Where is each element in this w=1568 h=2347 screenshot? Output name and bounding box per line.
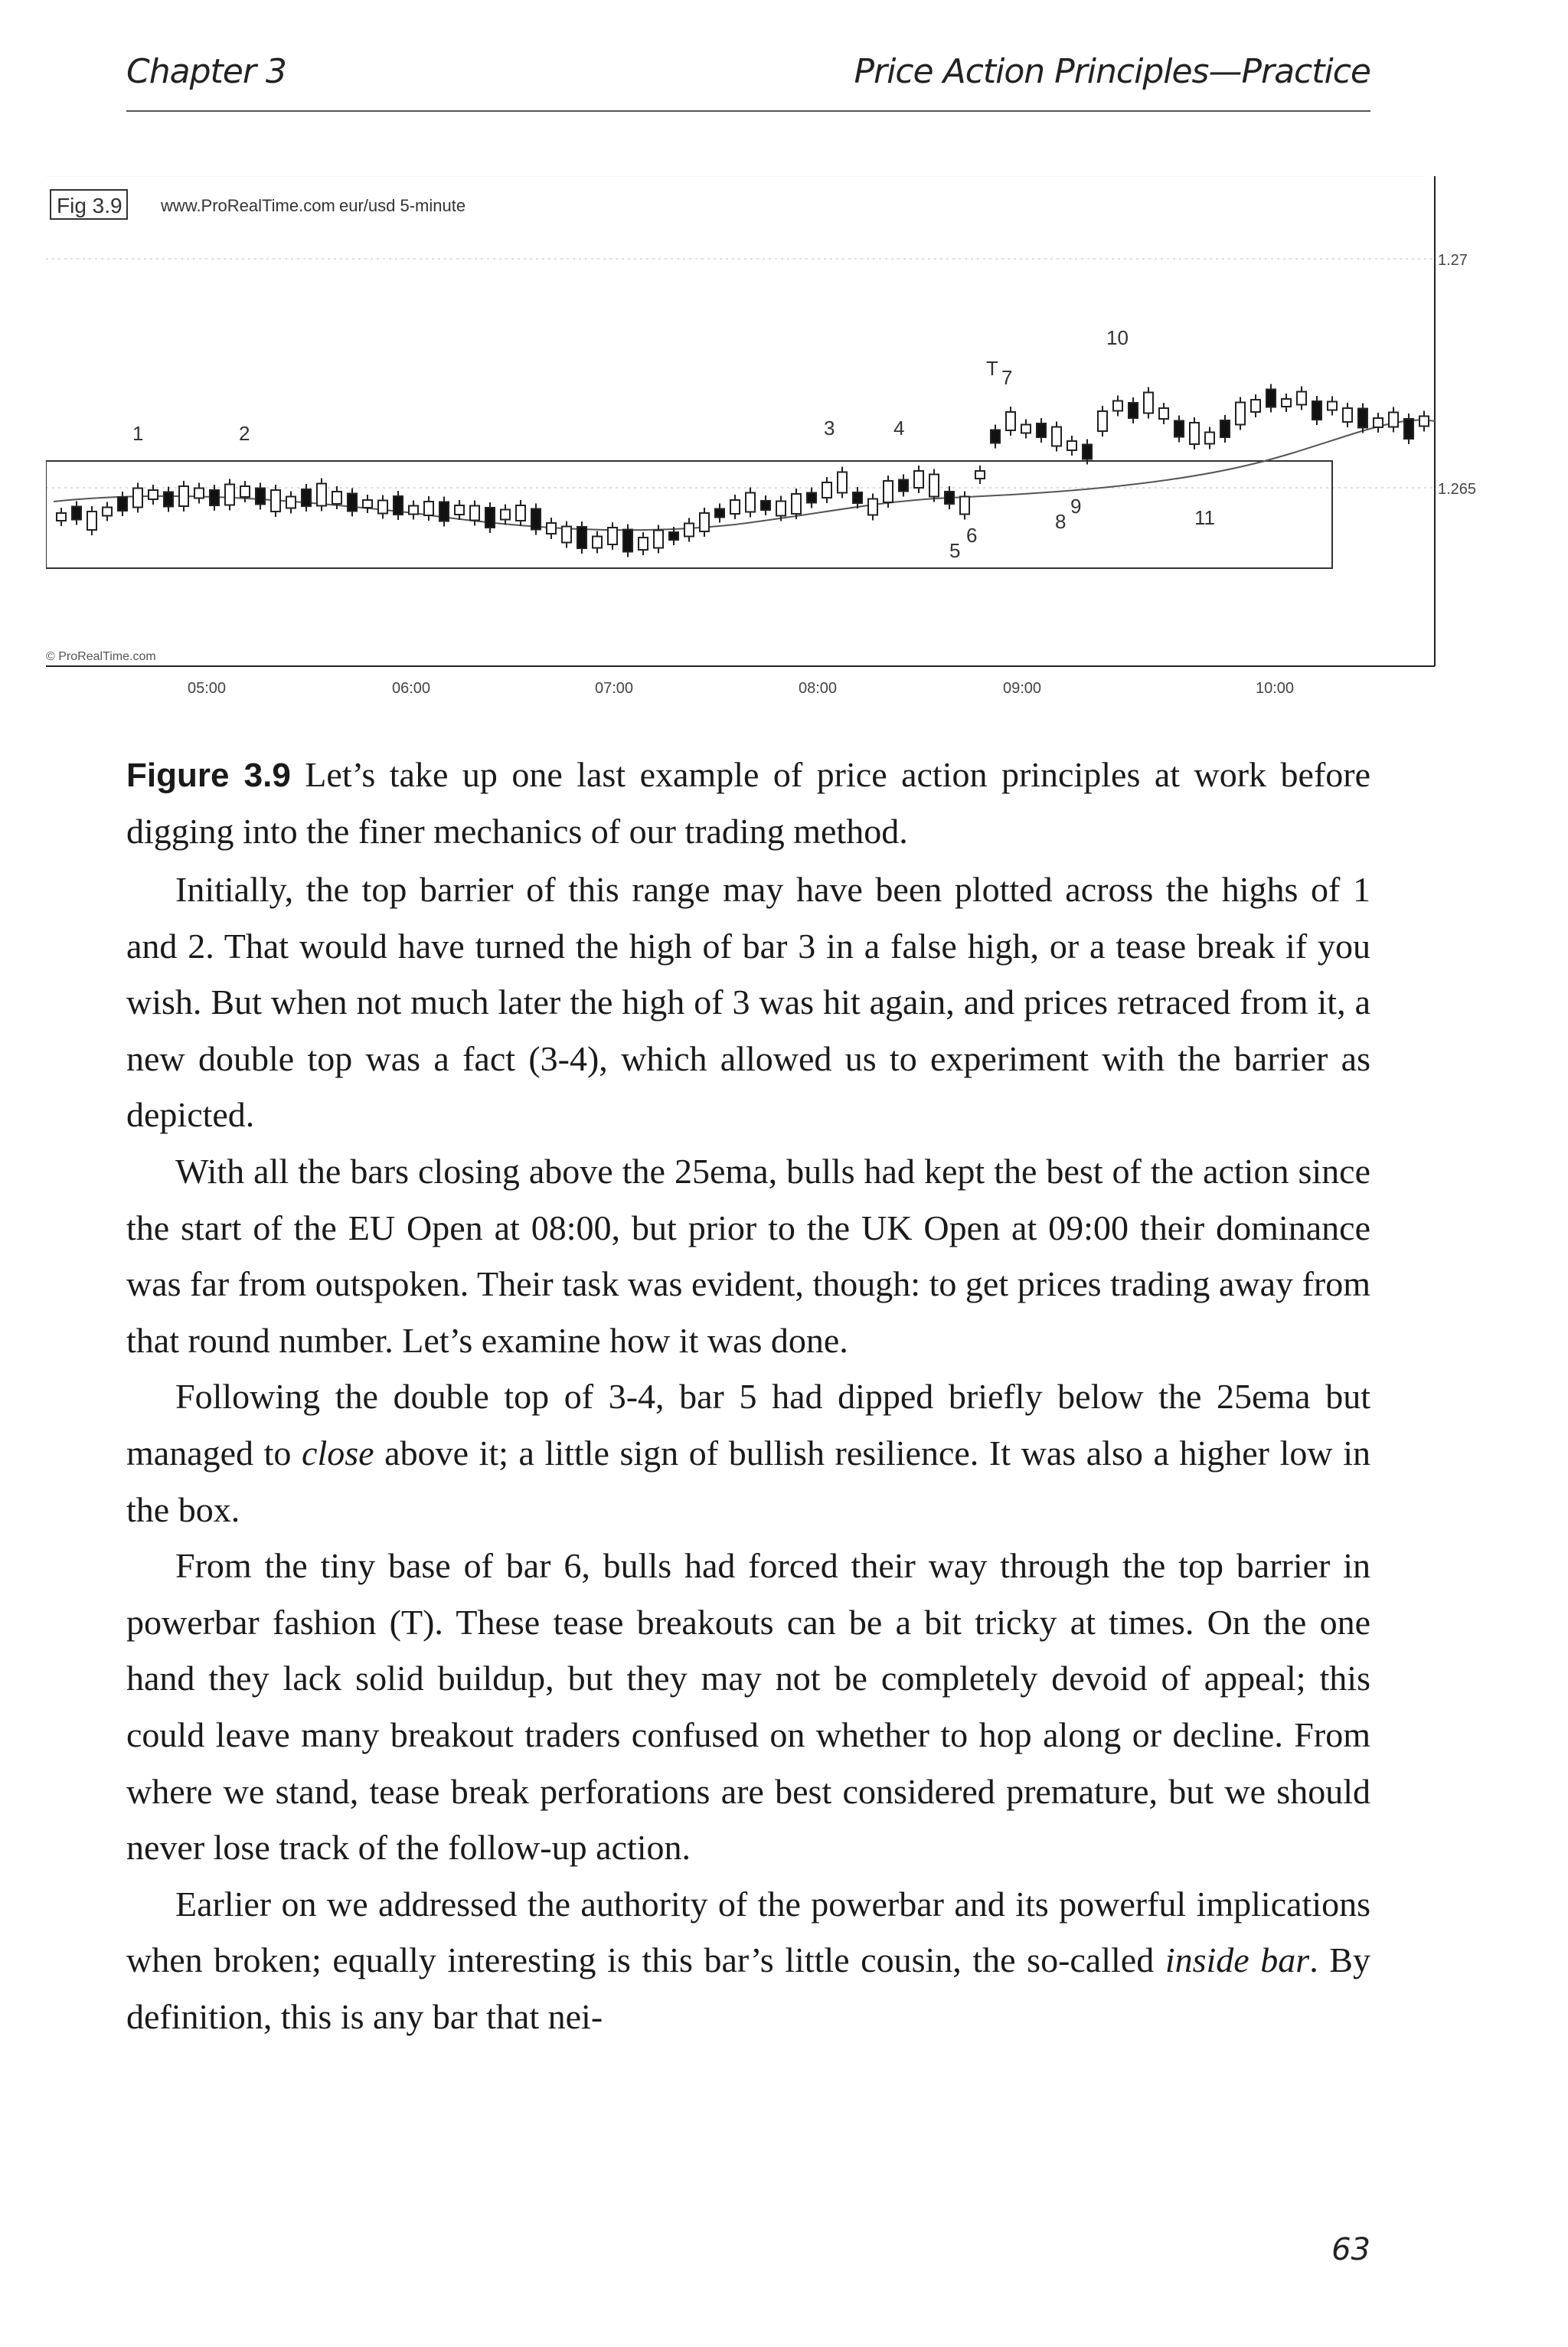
candle-bullish [271,490,280,512]
candle-bearish [348,494,357,512]
source-label: www.ProRealTime.com [161,196,335,215]
candle-bearish [256,489,265,505]
candle-bullish [684,524,694,537]
time-tick-0700: 07:00 [595,680,634,697]
time-tick-0800: 08:00 [799,680,838,697]
candle-bullish [1328,402,1337,410]
candle-bullish [929,475,939,497]
candle-bullish [225,485,234,505]
candle-bullish [409,506,418,515]
candle-bullish [1297,392,1306,405]
candle-bullish [194,489,204,498]
paragraph-2: With all the bars closing above the 25ema, bulls had kept the best of the action since the start of the EU Open at 08:00, but prior to the UK Open at 09:00 their dominance was far from outspoken. Their task was evident, though: to get prices trading away from that round number. Let’s examine how it was done. [126,1151,1370,1360]
running-head [126,49,1370,112]
marker-7: 7 [1001,366,1013,389]
candle-bearish [1404,419,1413,439]
candle-bearish [394,496,403,515]
paragraph-3 [126,1368,1370,1538]
instrument-label: eur/usd 5-minute [339,196,466,215]
candle-bearish [72,507,81,520]
candle-bearish [302,489,311,506]
candle-bullish [149,490,158,499]
candle-bullish [1374,418,1383,427]
paragraph-3-b: above it; a little sign of bullish resilience. It was also a higher low in the box. [126,1433,1370,1529]
candle-bullish [547,523,556,534]
candle-bullish [179,486,188,506]
marker-2: 2 [239,422,250,445]
candle-bullish [654,531,663,548]
candle-bullish [868,499,877,515]
time-tick-0500: 05:00 [188,680,227,697]
candlestick-chart [46,176,1501,727]
candle-bearish [899,480,908,492]
paragraph-3-a: Following the double top of 3-4, bar 5 had dipped briefly below the 25ema but managed to [126,1377,1370,1473]
candle-bullish [57,513,66,521]
marker-10: 10 [1106,326,1129,349]
candle-bullish [562,527,571,543]
candle-bullish [1190,423,1199,444]
time-tick-1000: 10:00 [1256,680,1295,697]
candle-bullish [822,482,831,498]
candle-bearish [485,508,495,528]
paragraph-3-em: close [302,1433,374,1473]
price-tick-1-27: 1.27 [1438,252,1468,269]
marker-4: 4 [893,417,905,440]
candle-bearish [1083,445,1092,459]
caption-label: Figure 3.9 [126,757,291,794]
figure-3-9-chart [46,176,1501,727]
candle-bullish [975,471,985,479]
candle-bearish [1358,409,1367,428]
candle-bullish [1159,408,1168,419]
candle-bullish [700,513,709,531]
marker-8: 8 [1055,510,1067,533]
marker-1: 1 [132,422,144,445]
candle-bullish [838,472,847,493]
marker-9: 9 [1070,495,1082,518]
candle-bearish [439,502,449,521]
candle-bullish [608,528,617,544]
candle-bullish [363,500,372,508]
body-text [126,861,1370,2045]
candle-bearish [1174,421,1184,437]
candle-bullish [730,500,740,514]
candle-bullish [103,508,112,516]
watermark: © ProRealTime.com [46,650,156,663]
candle-bullish [1205,433,1214,444]
candle-bearish [1037,423,1046,437]
candle-bearish [1129,403,1138,418]
candle-bullish [1419,417,1429,427]
marker-3: 3 [824,417,835,440]
fig-label: Fig 3.9 [57,194,122,217]
paragraph-5-em: inside bar [1165,1940,1310,1980]
candle-bearish [1220,420,1230,437]
candle-bullish [470,506,479,521]
candle-bullish [1021,425,1031,433]
candle-bearish [210,490,219,505]
candle-bullish [1052,427,1061,446]
candle-bullish [593,537,602,548]
candle-bullish [1251,400,1260,412]
paragraph-5-a: Earlier on we addressed the authority of the powerbar and its powerful implications when broken; equally interesting is this bar’s little cousin, the so-called [126,1884,1370,1980]
paragraph-1: Initially, the top barrier of this range may have been plotted across the highs of 1 and 2. That would have turned the high of bar 3 in a false high, or a tease break if you wish. But when not much later the high of 3 was hit again, and prices retraced from it, a new double top was a fact (3-4), which allowed us to experiment with the barrier as depicted. [126,870,1370,1135]
marker-6: 6 [966,524,978,547]
candle-bullish [87,512,96,530]
candle-bearish [164,492,173,507]
candle-bearish [531,509,541,530]
candle-bullish [455,505,464,515]
candle-bullish [1098,411,1107,431]
paragraph-5 [126,1876,1370,2045]
time-tick-0900: 09:00 [1003,680,1042,697]
candle-bearish [118,497,127,511]
figure-caption [126,747,1370,859]
candle-bullish [1343,408,1352,422]
candle-bullish [960,497,969,515]
marker-T: T [986,357,998,380]
candle-bullish [1282,399,1291,407]
candle-bullish [776,502,786,516]
candle-bearish [853,492,862,503]
candle-bullish [240,486,250,497]
candle-bullish [501,510,510,520]
paragraph-5-b: . By definition, this is any bar that nei- [126,1940,1370,2036]
candle-bearish [669,532,678,540]
page-number: 63 [1331,2232,1370,2267]
candle-bearish [991,430,1000,443]
candle-bearish [715,509,724,518]
candle-bullish [746,493,755,512]
candle-bullish [332,492,341,504]
candle-bullish [1006,412,1015,430]
candle-bullish [914,471,923,488]
candle-bearish [1312,401,1321,420]
price-tick-1-265: 1.265 [1438,481,1477,498]
candle-bearish [1266,390,1276,407]
candle-bullish [424,502,433,515]
candle-bearish [623,530,632,552]
candle-bullish [1389,413,1398,427]
chapter-title: Chapter 3 [126,52,286,91]
candle-bullish [133,489,142,508]
candle-bullish [378,501,387,514]
candle-bearish [945,492,954,504]
marker-5: 5 [949,539,961,562]
caption-text: Let’s take up one last example of price action principles at work before digging into the finer mechanics of our trading method. [126,755,1370,851]
candle-bullish [286,497,296,508]
candle-bullish [792,494,801,514]
candle-bullish [317,484,326,506]
candle-bearish [577,527,586,548]
candle-bullish [1144,393,1153,414]
range-barrier-box [46,461,1332,568]
candle-bullish [639,538,648,550]
candle-bearish [807,493,816,503]
time-tick-0600: 06:00 [392,680,431,697]
candle-bullish [884,481,893,502]
marker-11: 11 [1194,506,1215,529]
section-title: Price Action Principles—Practice [854,52,1370,91]
candle-bullish [1067,441,1076,450]
candle-bullish [1113,401,1122,411]
paragraph-4: From the tiny base of bar 6, bulls had forced their way through the top barrier in powerbar fashion (T). These tease breakouts can be a bit tricky at times. On the one hand they lack solid buildup, but they may not be completely devoid of appeal; this could leave many breakout traders confused on whether to hop along or decline. From where we stand, tease break perforations are best considered premature, but we should never lose track of the follow-up action. [126,1546,1370,1868]
candle-bullish [516,505,525,521]
candle-bullish [1236,403,1245,425]
candle-bearish [761,501,770,510]
